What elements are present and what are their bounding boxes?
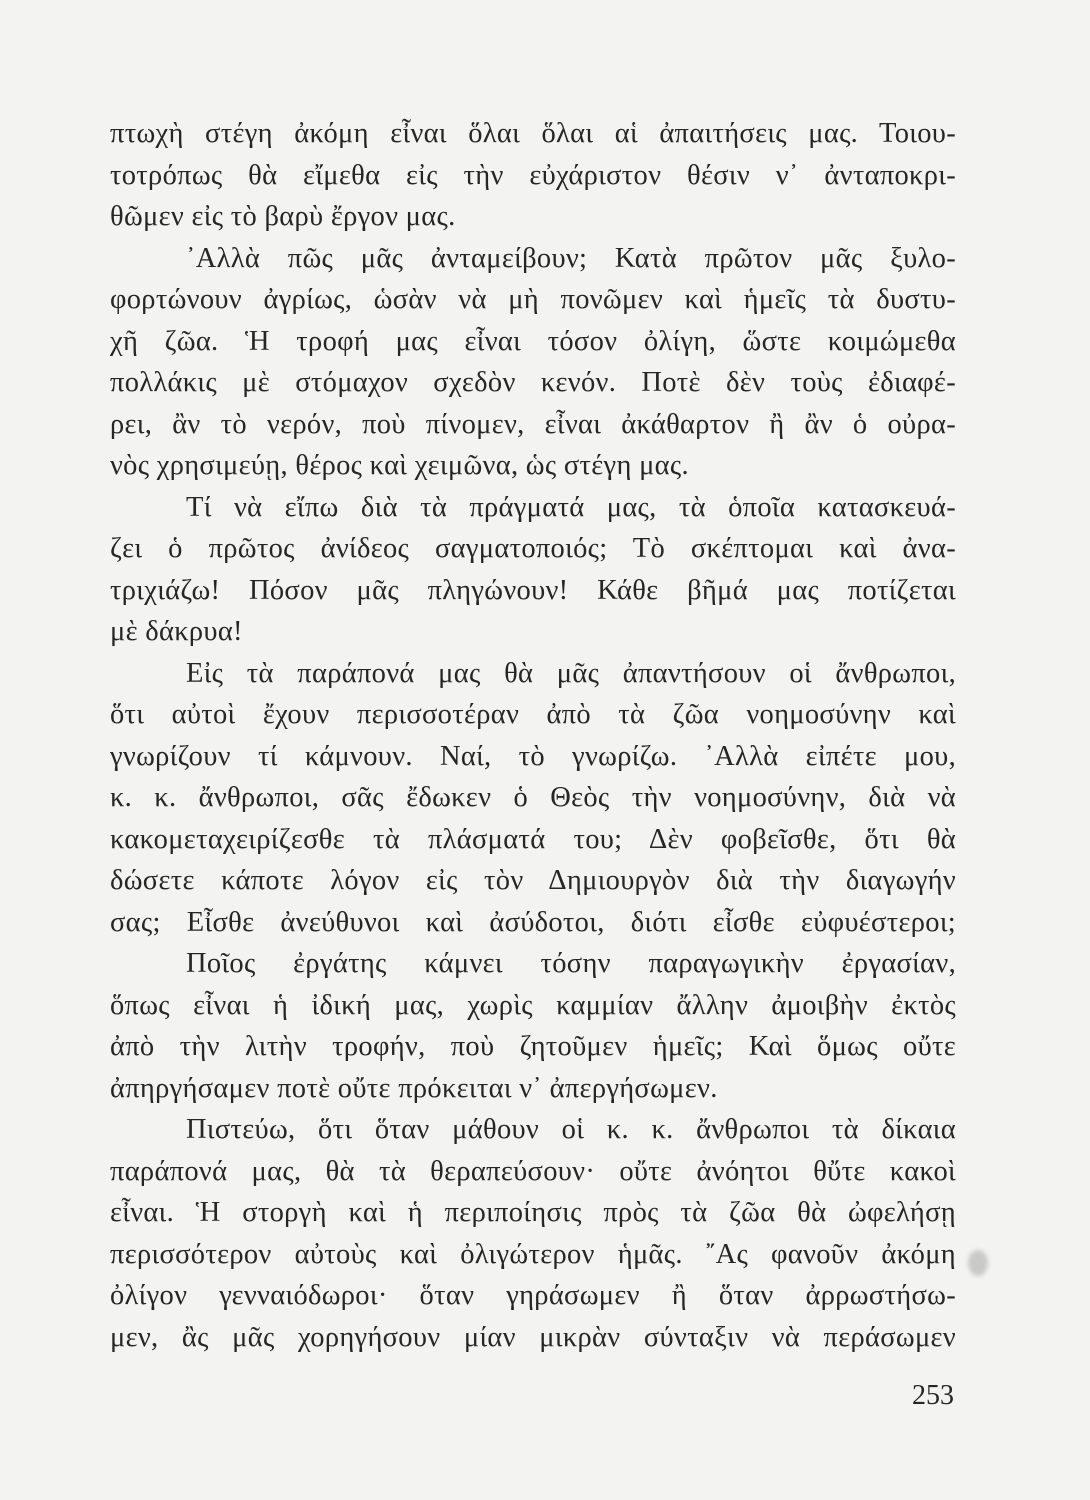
text-line: ὅτι αὐτοὶ ἔχουν περισσοτέραν ἀπὸ τὰ ζῶα νοημοσύνην καὶ — [110, 699, 956, 730]
text-line: ὅπως εἶναι ἡ ἰδική μας, χωρὶς καμμίαν ἄλλην ἀμοιβὴν ἐκτὸς — [110, 989, 956, 1021]
text-line: φορτώνουν ἀγρίως, ὡσὰν νὰ μὴ πονῶμεν καὶ ἡμεῖς τὰ δυστυ- — [110, 284, 956, 315]
text-line: τριχιάζω! Πόσον μᾶς πληγώνουν! Κάθε βῆμά μας ποτίζεται — [110, 574, 956, 606]
text-line: κ. κ. ἄνθρωποι, σᾶς ἔδωκεν ὁ Θεὸς τὴν νοημοσύνην, διὰ νὰ — [110, 782, 956, 813]
scan-smudge — [968, 1250, 988, 1276]
page-number: 253 — [912, 1380, 954, 1411]
text-line: νὸς χρησιμεύῃ, θέρος καὶ χειμῶνα, ὡς στέγη μας. — [110, 450, 689, 481]
text-line: εἶναι. Ἡ στοργὴ καὶ ἡ περιποίησις πρὸς τὰ ζῶα θὰ ὠφελήσῃ — [110, 1197, 956, 1228]
text-line: ἀπὸ τὴν λιτὴν τροφήν, ποὺ ζητοῦμεν ἡμεῖς; Καὶ ὅμως οὔτε — [110, 1031, 956, 1062]
text-line: χῆ ζῶα. Ἡ τροφή μας εἶναι τόσον ὀλίγη, ὥστε κοιμώμεθα — [110, 325, 956, 357]
text-line: ρει, ἂν τὸ νερόν, ποὺ πίνομεν, εἶναι ἀκάθαρτον ἢ ἂν ὁ οὐρα- — [110, 408, 956, 440]
text-line: Ποῖος ἐργάτης κάμνει τόσην παραγωγικὴν ἐργασίαν, — [186, 948, 956, 979]
text-line: ζει ὁ πρῶτος ἀνίδεος σαγματοποιός; Τὸ σκέπτομαι καὶ ἀνα- — [110, 533, 956, 564]
text-line: Εἰς τὰ παράπονά μας θὰ μᾶς ἀπαντήσουν οἱ ἄνθρωποι, — [186, 657, 956, 689]
text-line: Τί νὰ εἴπω διὰ τὰ πράγματά μας, τὰ ὁποῖα κατασκευά- — [186, 491, 956, 523]
text-line: κακομεταχειρίζεσθε τὰ πλάσματά του; Δὲν φοβεῖσθε, ὅτι θὰ — [110, 823, 956, 855]
text-line: Πιστεύω, ὅτι ὅταν μάθουν οἱ κ. κ. ἄνθρωποι τὰ δίκαια — [186, 1114, 956, 1145]
text-line: πτωχὴ στέγη ἀκόμη εἶναι ὅλαι ὅλαι αἱ ἀπαιτήσεις μας. Τοιου- — [110, 118, 956, 149]
text-line: σας; Εἶσθε ἀνεύθυνοι καὶ ἀσύδοτοι, διότι εἶσθε εὐφυέστεροι; — [110, 906, 956, 938]
text-line: ἀπηργήσαμεν ποτὲ οὔτε πρόκειται ν᾽ ἀπεργήσωμεν. — [110, 1072, 718, 1104]
text-line: δώσετε κάποτε λόγον εἰς τὸν Δημιουργὸν διὰ τὴν διαγωγήν — [110, 865, 956, 896]
text-line: παράπονά μας, θὰ τὰ θεραπεύσουν· οὔτε ἀνόητοι θὔτε κακοὶ — [110, 1155, 956, 1187]
body-text — [110, 113, 956, 1358]
text-line: μὲ δάκρυα! — [110, 616, 243, 647]
text-line: μεν, ἂς μᾶς χορηγήσουν μίαν μικρὰν σύνταξιν νὰ περάσωμεν — [110, 1321, 956, 1353]
text-line: ᾽Αλλὰ πῶς μᾶς ἀνταμείβουν; Κατὰ πρῶτον μᾶς ξυλο- — [186, 242, 956, 274]
text-line: γνωρίζουν τί κάμνουν. Ναί, τὸ γνωρίζω. ᾽Αλλὰ εἰπέτε μου, — [110, 740, 956, 772]
text-line: περισσότερον αὐτοὺς καὶ ὀλιγώτερον ἡμᾶς. ῎Ας φανοῦν ἀκόμη — [110, 1238, 956, 1270]
text-line: θῶμεν εἰς τὸ βαρὺ ἔργον μας. — [110, 201, 456, 232]
text-line: ὀλίγον γενναιόδωροι· ὅταν γηράσωμεν ἢ ὅταν ἀρρωστήσω- — [110, 1280, 956, 1311]
text-line: πολλάκις μὲ στόμαχον σχεδὸν κενόν. Ποτὲ δὲν τοὺς ἐδιαφέ- — [110, 367, 956, 398]
text-line: τοτρόπως θὰ εἴμεθα εἰς τὴν εὐχάριστον θέσιν ν᾽ ἀνταποκρι- — [110, 159, 956, 191]
